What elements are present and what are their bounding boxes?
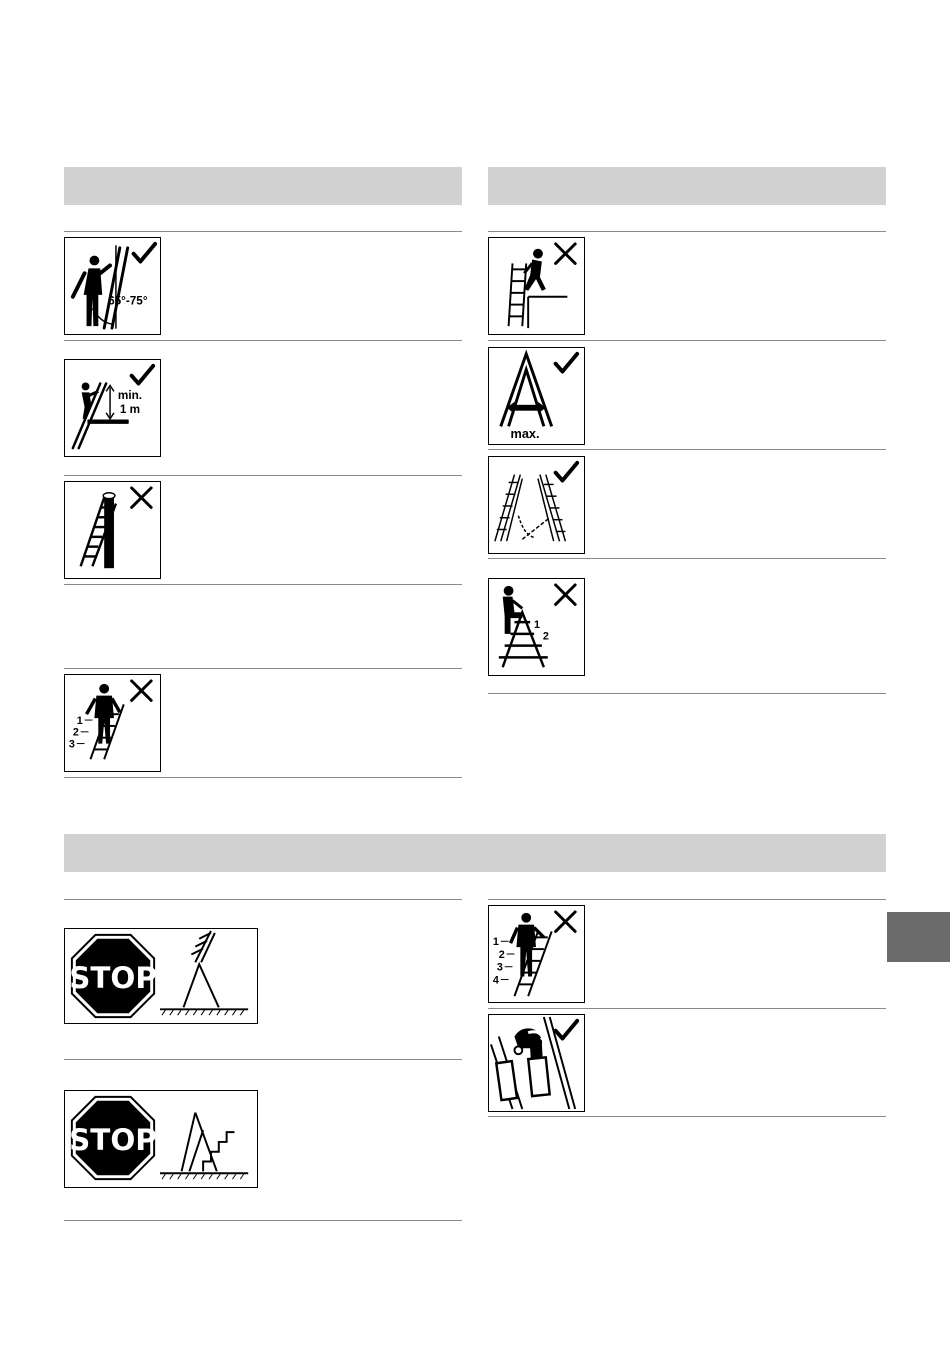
divider bbox=[488, 899, 886, 900]
stop-sign-text: STOP bbox=[69, 960, 157, 995]
step-number: 4 bbox=[492, 974, 499, 987]
pictogram-stepladder-spread bbox=[488, 347, 585, 445]
stop-sign-icon bbox=[69, 1097, 157, 1179]
pictogram-ladder-step-off bbox=[488, 237, 585, 335]
section-header-left-top bbox=[64, 167, 462, 205]
step-number: 1 bbox=[534, 618, 541, 631]
pictogram-stop-power-lines bbox=[64, 928, 258, 1024]
step-number: 2 bbox=[72, 726, 79, 739]
divider bbox=[488, 449, 886, 450]
check-icon bbox=[556, 354, 578, 372]
pictogram-ladder-overreach bbox=[64, 359, 161, 457]
pictogram-stepladder-top-steps bbox=[488, 578, 585, 676]
divider bbox=[488, 231, 886, 232]
divider bbox=[488, 1008, 886, 1009]
section-header-right-top bbox=[488, 167, 886, 205]
cross-icon bbox=[132, 488, 152, 508]
pictogram-hinge-lock bbox=[488, 1014, 585, 1112]
overreach-label-line2: 1 m bbox=[119, 402, 141, 416]
cross-icon bbox=[556, 912, 576, 932]
overreach-label-line1: min. bbox=[117, 389, 143, 403]
step-number: 2 bbox=[542, 630, 549, 643]
pictogram-ladder-round-support bbox=[64, 481, 161, 579]
pictogram-combination-ladder bbox=[488, 456, 585, 554]
stop-sign-icon bbox=[69, 935, 157, 1017]
step-number: 1 bbox=[76, 714, 83, 727]
divider bbox=[488, 693, 886, 694]
check-icon bbox=[134, 244, 156, 262]
divider bbox=[488, 1116, 886, 1117]
step-number: 3 bbox=[496, 961, 503, 974]
chapter-edge-tab bbox=[887, 912, 950, 962]
spread-label: max. bbox=[510, 426, 540, 442]
divider bbox=[64, 584, 462, 585]
angle-label: 65°-75° bbox=[108, 294, 148, 308]
divider bbox=[64, 1059, 462, 1060]
divider bbox=[64, 475, 462, 476]
cross-icon bbox=[132, 681, 152, 701]
check-icon bbox=[556, 463, 578, 481]
pictogram-ladder-top-rungs bbox=[64, 674, 161, 772]
divider bbox=[64, 668, 462, 669]
cross-icon bbox=[556, 585, 576, 605]
pictogram-ladder-angle bbox=[64, 237, 161, 335]
check-icon bbox=[556, 1021, 578, 1039]
step-number: 3 bbox=[68, 738, 75, 751]
check-icon bbox=[132, 366, 154, 384]
divider bbox=[488, 340, 886, 341]
divider bbox=[64, 777, 462, 778]
divider bbox=[64, 340, 462, 341]
pictogram-ladder-top-four-rungs bbox=[488, 905, 585, 1003]
section-header-bottom bbox=[64, 834, 886, 872]
divider bbox=[488, 558, 886, 559]
stop-sign-text: STOP bbox=[69, 1122, 157, 1157]
step-number: 1 bbox=[492, 936, 499, 949]
divider bbox=[64, 899, 462, 900]
cross-icon bbox=[556, 244, 576, 264]
divider bbox=[64, 1220, 462, 1221]
divider bbox=[64, 231, 462, 232]
step-number: 2 bbox=[498, 948, 505, 961]
pictogram-stop-stairs bbox=[64, 1090, 258, 1188]
